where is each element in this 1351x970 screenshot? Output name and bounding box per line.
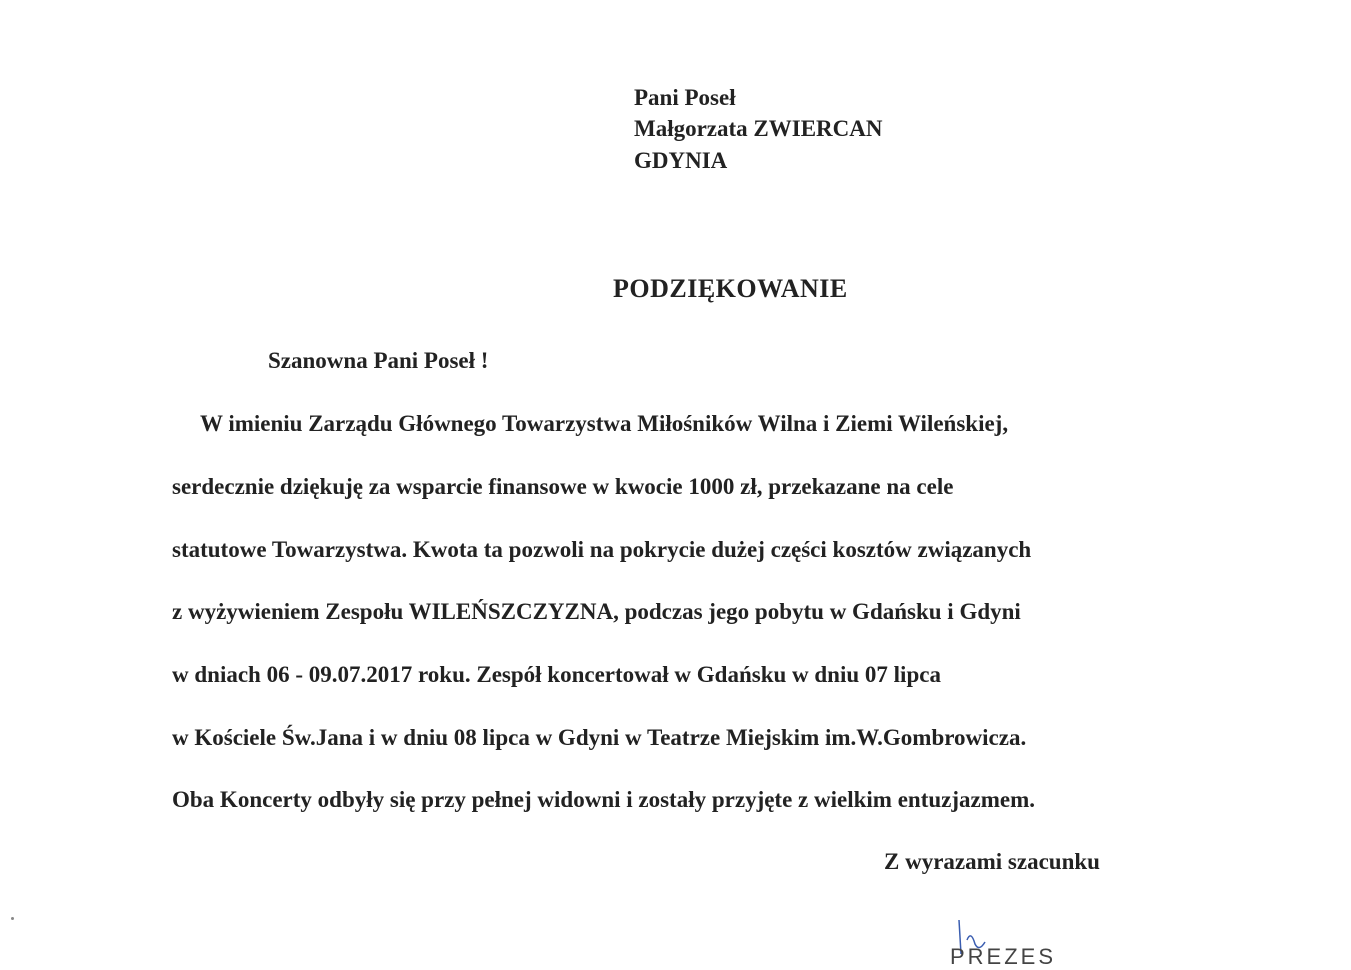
body-line: w dniach 06 - 09.07.2017 roku. Zespół koncertował w Gdańsku w dniu 07 lipca <box>172 662 941 687</box>
document-title: PODZIĘKOWANIE <box>613 274 848 303</box>
body-line: Oba Koncerty odbyły się przy pełnej widowni i zostały przyjęte z wielkim entuzjazmem. <box>172 787 1036 812</box>
recipient-line-3: GDYNIA <box>634 148 728 173</box>
stamp-text: PREZES <box>950 944 1057 969</box>
body-line: serdecznie dziękuję za wsparcie finansowe w kwocie 1000 zł, przekazane na cele <box>172 474 954 499</box>
closing: Z wyrazami szacunku <box>884 849 1100 874</box>
recipient-line-1: Pani Poseł <box>634 85 736 110</box>
body-line: W imieniu Zarządu Głównego Towarzystwa Miłośników Wilna i Ziemi Wileńskiej, <box>200 411 1009 436</box>
salutation: Szanowna Pani Poseł ! <box>268 348 489 373</box>
body-line: statutowe Towarzystwa. Kwota ta pozwoli na pokrycie dużej części kosztów związanych <box>172 537 1032 562</box>
scan-speck <box>11 917 14 920</box>
body-line: z wyżywieniem Zespołu WILEŃSZCZYZNA, podczas jego pobytu w Gdańsku i Gdyni <box>172 599 1021 624</box>
body-line: w Kościele Św.Jana i w dniu 08 lipca w Gdyni w Teatrze Miejskim im.W.Gombrowicza. <box>172 725 1027 750</box>
recipient-line-2: Małgorzata ZWIERCAN <box>634 116 883 141</box>
